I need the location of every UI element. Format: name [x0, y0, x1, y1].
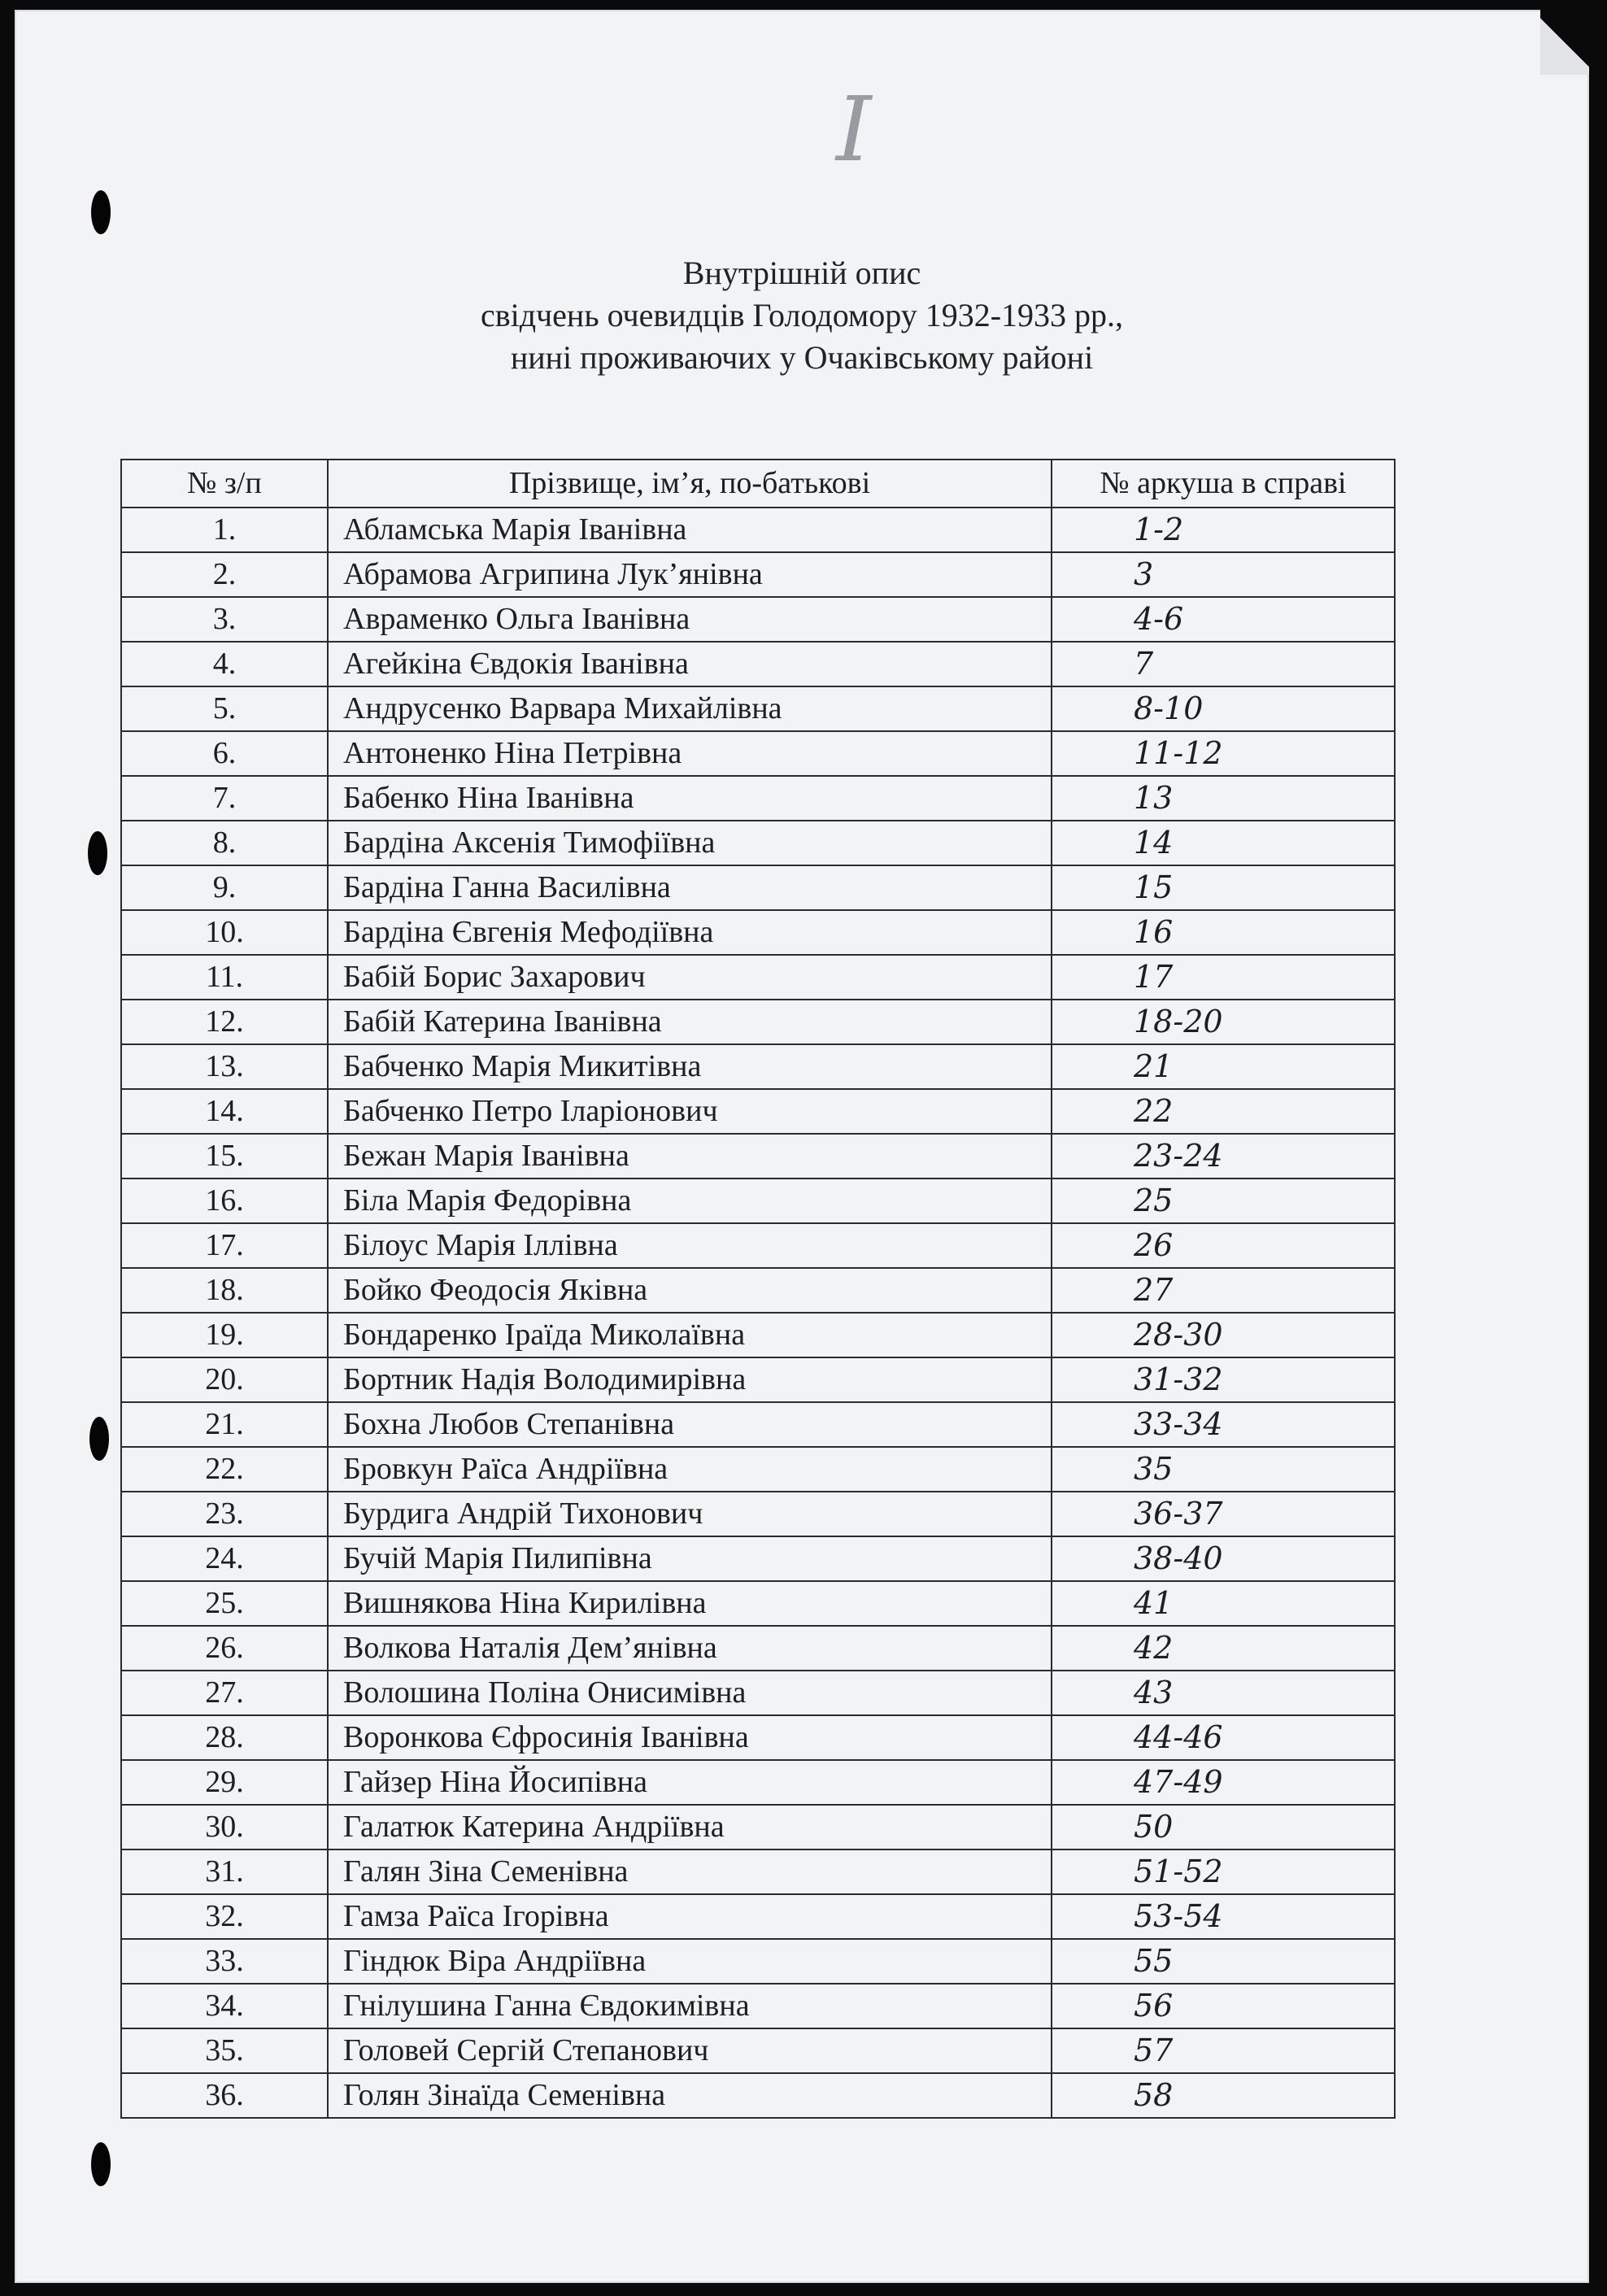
row-name: Бардіна Ганна Василівна — [328, 865, 1052, 910]
row-sheets: 58 — [1052, 2073, 1395, 2118]
row-sheets: 21 — [1052, 1044, 1395, 1089]
table-row — [121, 2028, 1395, 2073]
table-row — [121, 508, 1395, 552]
row-name: Волкова Наталія Дем’янівна — [328, 1626, 1052, 1671]
table-row — [121, 865, 1395, 910]
row-sheets: 56 — [1052, 1984, 1395, 2028]
folio-roman-numeral: I — [836, 77, 872, 181]
row-sheets: 25 — [1052, 1178, 1395, 1223]
row-name: Абрамова Агрипина Лук’янівна — [328, 552, 1052, 597]
row-number: 29. — [121, 1760, 328, 1805]
row-number: 34. — [121, 1984, 328, 2028]
row-name: Бровкун Раїса Андріївна — [328, 1447, 1052, 1492]
row-name: Галатюк Катерина Андріївна — [328, 1805, 1052, 1849]
row-name: Голян Зінаїда Семенівна — [328, 2073, 1052, 2118]
row-number: 27. — [121, 1671, 328, 1715]
row-name: Гіндюк Віра Андріївна — [328, 1939, 1052, 1984]
table-row — [121, 1492, 1395, 1536]
table-row — [121, 1581, 1395, 1626]
row-sheets: 41 — [1052, 1581, 1395, 1626]
row-name: Галян Зіна Семенівна — [328, 1849, 1052, 1894]
row-sheets: 15 — [1052, 865, 1395, 910]
inventory-table — [120, 459, 1396, 2119]
folded-corner — [1540, 10, 1589, 75]
row-sheets: 57 — [1052, 2028, 1395, 2073]
row-number: 28. — [121, 1715, 328, 1760]
row-number: 30. — [121, 1805, 328, 1849]
table-row — [121, 597, 1395, 642]
row-name: Бабій Борис Захарович — [328, 955, 1052, 1000]
row-name: Авраменко Ольга Іванівна — [328, 597, 1052, 642]
row-name: Бабченко Петро Іларіонович — [328, 1089, 1052, 1134]
row-number: 31. — [121, 1849, 328, 1894]
row-name: Гнілушина Ганна Євдокимівна — [328, 1984, 1052, 2028]
row-number: 23. — [121, 1492, 328, 1536]
row-name: Бондаренко Іраїда Миколаївна — [328, 1313, 1052, 1357]
row-number: 2. — [121, 552, 328, 597]
table-row — [121, 955, 1395, 1000]
row-sheets: 1-2 — [1052, 508, 1395, 552]
row-number: 10. — [121, 910, 328, 955]
document-heading — [15, 252, 1589, 379]
row-name: Головей Сергій Степанович — [328, 2028, 1052, 2073]
table-row — [121, 821, 1395, 865]
row-name: Гайзер Ніна Йосипівна — [328, 1760, 1052, 1805]
row-number: 20. — [121, 1357, 328, 1402]
table-row — [121, 1536, 1395, 1581]
row-number: 14. — [121, 1089, 328, 1134]
table-row — [121, 731, 1395, 776]
row-number: 15. — [121, 1134, 328, 1178]
row-sheets: 50 — [1052, 1805, 1395, 1849]
table-row — [121, 1000, 1395, 1044]
row-sheets: 23-24 — [1052, 1134, 1395, 1178]
punch-hole — [89, 1417, 109, 1461]
table-row — [121, 1089, 1395, 1134]
table-row — [121, 552, 1395, 597]
row-sheets: 31-32 — [1052, 1357, 1395, 1402]
row-sheets: 55 — [1052, 1939, 1395, 1984]
row-sheets: 7 — [1052, 642, 1395, 686]
row-number: 11. — [121, 955, 328, 1000]
row-name: Бойко Феодосія Яківна — [328, 1268, 1052, 1313]
table-row — [121, 1402, 1395, 1447]
row-sheets: 13 — [1052, 776, 1395, 821]
table-row — [121, 1805, 1395, 1849]
table-row — [121, 1984, 1395, 2028]
row-number: 6. — [121, 731, 328, 776]
row-number: 13. — [121, 1044, 328, 1089]
row-sheets: 42 — [1052, 1626, 1395, 1671]
row-name: Бежан Марія Іванівна — [328, 1134, 1052, 1178]
row-name: Андрусенко Варвара Михайлівна — [328, 686, 1052, 731]
row-sheets: 4-6 — [1052, 597, 1395, 642]
row-name: Бурдига Андрій Тихонович — [328, 1492, 1052, 1536]
punch-hole — [91, 190, 111, 234]
row-number: 8. — [121, 821, 328, 865]
table-row — [121, 2073, 1395, 2118]
row-number: 26. — [121, 1626, 328, 1671]
row-name: Вишнякова Ніна Кирилівна — [328, 1581, 1052, 1626]
table-row — [121, 1447, 1395, 1492]
row-number: 9. — [121, 865, 328, 910]
table-row — [121, 910, 1395, 955]
row-sheets: 16 — [1052, 910, 1395, 955]
row-sheets: 53-54 — [1052, 1894, 1395, 1939]
table-row — [121, 642, 1395, 686]
row-number: 24. — [121, 1536, 328, 1581]
row-sheets: 14 — [1052, 821, 1395, 865]
row-sheets: 44-46 — [1052, 1715, 1395, 1760]
table-row — [121, 1223, 1395, 1268]
table-header-row — [121, 460, 1395, 508]
table-row — [121, 1849, 1395, 1894]
table-row — [121, 1626, 1395, 1671]
document-page — [15, 10, 1589, 2283]
row-name: Бортник Надія Володимирівна — [328, 1357, 1052, 1402]
row-number: 18. — [121, 1268, 328, 1313]
heading-line: свідчень очевидців Голодомору 1932-1933 рр., — [480, 297, 1124, 333]
table-row — [121, 1313, 1395, 1357]
column-header-number: № з/п — [121, 460, 328, 508]
row-sheets: 35 — [1052, 1447, 1395, 1492]
punch-hole — [91, 2142, 111, 2186]
row-number: 1. — [121, 508, 328, 552]
row-name: Бохна Любов Степанівна — [328, 1402, 1052, 1447]
row-sheets: 11-12 — [1052, 731, 1395, 776]
row-sheets: 36-37 — [1052, 1492, 1395, 1536]
table-row — [121, 776, 1395, 821]
row-name: Бабій Катерина Іванівна — [328, 1000, 1052, 1044]
row-name: Волошина Поліна Онисимівна — [328, 1671, 1052, 1715]
row-number: 12. — [121, 1000, 328, 1044]
table-row — [121, 1178, 1395, 1223]
row-sheets: 22 — [1052, 1089, 1395, 1134]
table-row — [121, 1268, 1395, 1313]
row-number: 36. — [121, 2073, 328, 2118]
heading-line: нині проживаючих у Очаківському районі — [510, 339, 1094, 376]
row-number: 4. — [121, 642, 328, 686]
table-row — [121, 1134, 1395, 1178]
table-row — [121, 1939, 1395, 1984]
row-sheets: 26 — [1052, 1223, 1395, 1268]
table-row — [121, 1671, 1395, 1715]
row-number: 3. — [121, 597, 328, 642]
row-name: Біла Марія Федорівна — [328, 1178, 1052, 1223]
row-sheets: 8-10 — [1052, 686, 1395, 731]
table-row — [121, 1044, 1395, 1089]
row-name: Воронкова Єфросинія Іванівна — [328, 1715, 1052, 1760]
row-name: Бардіна Аксенія Тимофіївна — [328, 821, 1052, 865]
row-name: Бучій Марія Пилипівна — [328, 1536, 1052, 1581]
row-sheets: 33-34 — [1052, 1402, 1395, 1447]
row-name: Бабченко Марія Микитівна — [328, 1044, 1052, 1089]
row-name: Бардіна Євгенія Мефодіївна — [328, 910, 1052, 955]
table-row — [121, 686, 1395, 731]
heading-line: Внутрішній опис — [682, 255, 921, 291]
row-name: Агейкіна Євдокія Іванівна — [328, 642, 1052, 686]
table-row — [121, 1715, 1395, 1760]
row-name: Бабенко Ніна Іванівна — [328, 776, 1052, 821]
row-sheets: 43 — [1052, 1671, 1395, 1715]
row-number: 16. — [121, 1178, 328, 1223]
row-number: 35. — [121, 2028, 328, 2073]
table-row — [121, 1760, 1395, 1805]
row-number: 22. — [121, 1447, 328, 1492]
column-header-sheets: № аркуша в справі — [1052, 460, 1395, 508]
row-number: 21. — [121, 1402, 328, 1447]
row-name: Гамза Раїса Ігорівна — [328, 1894, 1052, 1939]
row-number: 32. — [121, 1894, 328, 1939]
row-sheets: 27 — [1052, 1268, 1395, 1313]
row-sheets: 47-49 — [1052, 1760, 1395, 1805]
row-number: 7. — [121, 776, 328, 821]
punch-hole — [88, 831, 107, 875]
row-sheets: 51-52 — [1052, 1849, 1395, 1894]
row-sheets: 38-40 — [1052, 1536, 1395, 1581]
column-header-name: Прізвище, ім’я, по-батькові — [328, 460, 1052, 508]
row-number: 25. — [121, 1581, 328, 1626]
row-number: 17. — [121, 1223, 328, 1268]
row-sheets: 28-30 — [1052, 1313, 1395, 1357]
row-sheets: 18-20 — [1052, 1000, 1395, 1044]
row-name: Антоненко Ніна Петрівна — [328, 731, 1052, 776]
table-row — [121, 1894, 1395, 1939]
row-sheets: 17 — [1052, 955, 1395, 1000]
table-row — [121, 1357, 1395, 1402]
row-number: 19. — [121, 1313, 328, 1357]
row-name: Білоус Марія Іллівна — [328, 1223, 1052, 1268]
row-number: 5. — [121, 686, 328, 731]
table-body — [121, 508, 1395, 2118]
row-number: 33. — [121, 1939, 328, 1984]
row-sheets: 3 — [1052, 552, 1395, 597]
row-name: Абламська Марія Іванівна — [328, 508, 1052, 552]
